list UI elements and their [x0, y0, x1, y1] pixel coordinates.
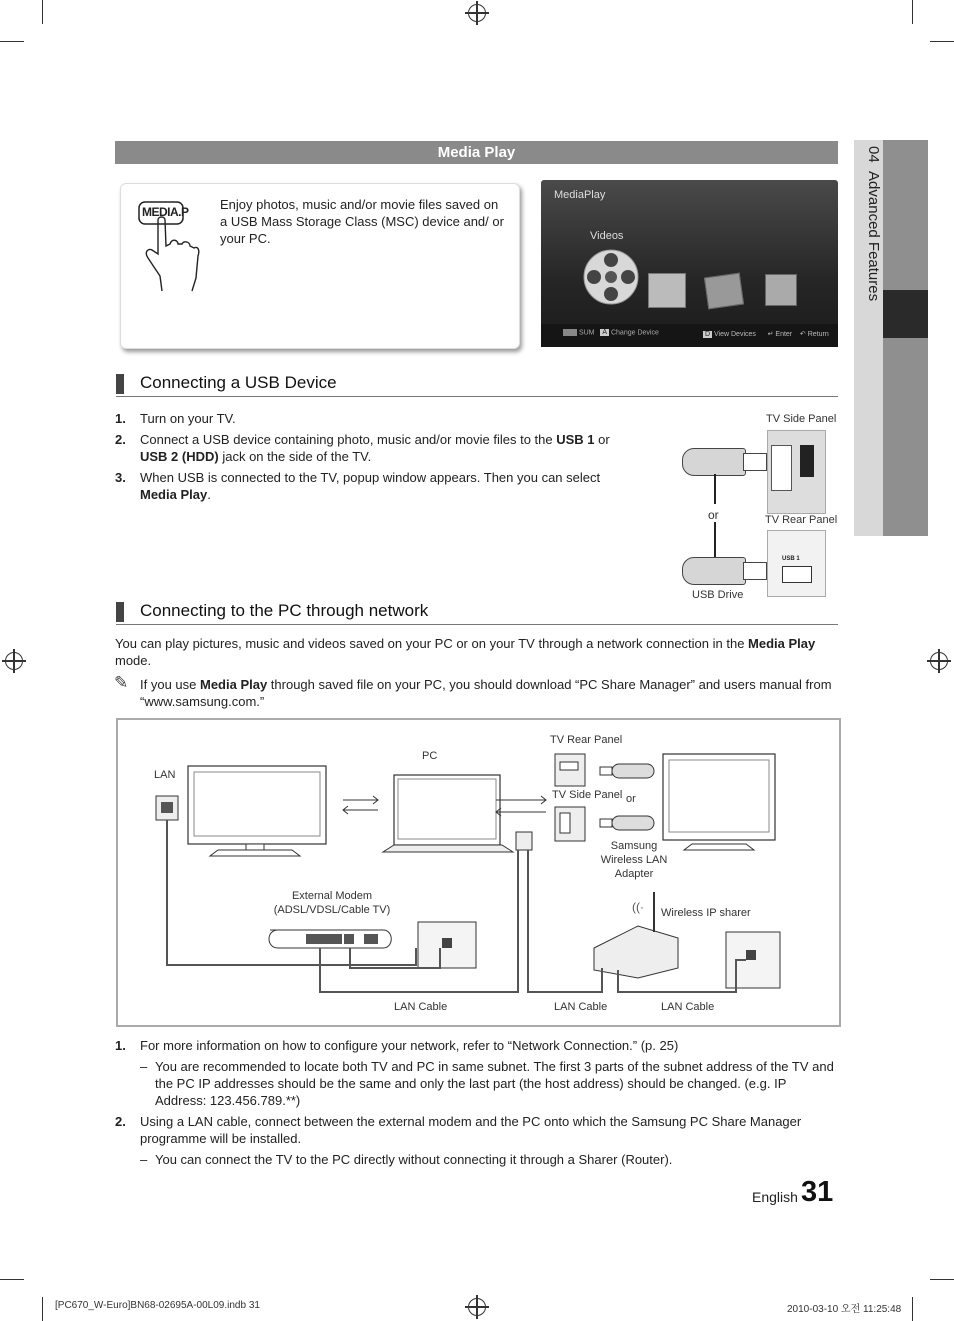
registration-mark-icon — [5, 652, 23, 670]
footer-language: English — [752, 1189, 798, 1205]
return-icon: ↶ — [799, 331, 806, 338]
network-intro: You can play pictures, music and videos saved on your PC or on your TV through a network connection in the Media Play mode. — [115, 636, 816, 668]
film-reel-icon[interactable] — [581, 247, 641, 312]
diagram-lines — [118, 720, 839, 1025]
tv-side-panel-icon — [767, 430, 826, 514]
usb-drive-icon — [682, 448, 746, 476]
usb-steps — [115, 410, 615, 503]
screen-title: MediaPlay — [554, 189, 606, 201]
settings-icon[interactable] — [765, 274, 797, 306]
chapter-number: 04 — [865, 146, 882, 163]
registration-mark-icon — [468, 1298, 486, 1316]
enter-icon: ↵ — [767, 331, 774, 338]
section-header: Media Play — [115, 141, 838, 164]
crop-mark — [930, 1279, 954, 1280]
note-pencil-icon: ✎ — [114, 673, 129, 692]
label-usb-drive: USB Drive — [692, 589, 744, 601]
section-rule — [116, 624, 838, 625]
registration-mark-icon — [930, 652, 948, 670]
label-tv-side-panel: TV Side Panel — [552, 789, 623, 801]
label-wireless-adapter: Samsung Wireless LAN Adapter — [600, 840, 668, 880]
crop-mark — [42, 0, 43, 24]
page-number: 31 — [801, 1176, 834, 1208]
connector-line — [714, 522, 716, 558]
chapter-title: Advanced Features — [865, 171, 882, 302]
registration-mark-icon — [468, 4, 486, 22]
network-diagram — [116, 718, 841, 1027]
label-or: or — [626, 793, 636, 805]
label-lan-cable: LAN Cable — [554, 1001, 608, 1013]
usb-plug-icon — [743, 562, 767, 580]
label-tv-side-panel: TV Side Panel — [766, 413, 837, 425]
label-tv-rear-panel: TV Rear Panel — [765, 514, 838, 526]
list-item: 2. Using a LAN cable, connect between the external modem and the PC onto which the Samsung PC Share Manager programme will be installed. — [115, 1114, 802, 1146]
label-lan-cable: LAN Cable — [394, 1001, 448, 1013]
section-title-usb: Connecting a USB Device — [140, 373, 337, 392]
section-marker — [116, 602, 124, 622]
print-slug-right: 2010-03-10 오전 11:25:48 — [787, 1304, 902, 1315]
list-item: 3. When USB is connected to the TV, popup window appears. Then you can select Media Play. — [115, 470, 601, 502]
network-note: If you use Media Play through saved file on your PC, you should download “PC Share Manager” and users manual from “www.samsung.com.” — [140, 677, 832, 709]
label-lan-cable: LAN Cable — [661, 1001, 715, 1013]
bottom-left-hints: SUM A Change Device — [563, 329, 659, 336]
usb-port-icon — [800, 445, 814, 477]
remote-button-label: MEDIA.P — [142, 205, 189, 219]
list-item: 1. For more information on how to configure your network, refer to “Network Connection.” (p. 25) — [115, 1038, 679, 1053]
label-external-modem: External Modem (ADSL/VDSL/Cable TV) — [273, 890, 391, 916]
bottom-right-hints: D View Devices ↵ Enter ↶ Return — [705, 331, 829, 338]
usb-plug-icon — [743, 453, 767, 471]
list-item: – You are recommended to locate both TV and PC in same subnet. The first 3 parts of the subnet address of the TV and the PC IP addresses should be the same and only the last part (the host address) should be changed. (e.g. IP Address: 123.456.789.**) — [140, 1059, 834, 1108]
music-icon[interactable] — [704, 273, 744, 310]
usb-drive-icon — [682, 557, 746, 585]
label-tv-rear-panel: TV Rear Panel — [550, 734, 623, 746]
label-wireless-ip-sharer: Wireless IP sharer — [661, 907, 751, 919]
usb-port-icon — [771, 445, 792, 491]
photo-icon[interactable] — [648, 273, 686, 308]
usb-port-icon — [782, 566, 812, 583]
network-steps — [115, 1037, 840, 1168]
section-marker — [116, 374, 124, 394]
section-title-network: Connecting to the PC through network — [140, 601, 429, 620]
section-rule — [116, 396, 838, 397]
crop-mark — [0, 1279, 24, 1280]
wireless-signal-icon: ((· — [632, 900, 644, 914]
media-play-screen — [541, 180, 838, 347]
crop-mark — [0, 41, 24, 42]
tv-rear-panel-icon: USB 1 — [767, 530, 826, 597]
list-item: – You can connect the TV to the PC directly without connecting it through a Sharer (Router). — [140, 1152, 673, 1167]
list-item: 1. Turn on your TV. — [115, 411, 236, 426]
crop-mark — [42, 1297, 43, 1321]
label-lan: LAN — [154, 769, 176, 781]
crop-mark — [912, 1297, 913, 1321]
label-or: or — [708, 508, 719, 522]
print-slug-left: [PC670_W-Euro]BN68-02695A-00L09.indb 31 — [55, 1300, 260, 1311]
crop-mark — [912, 0, 913, 24]
intro-text: Enjoy photos, music and/or movie files saved on a USB Mass Storage Class (MSC) device and/ or your PC. — [220, 197, 504, 246]
screen-selected-label: Videos — [590, 230, 624, 242]
chapter-tab-label — [858, 146, 882, 326]
chevron-right-icon[interactable]: › — [634, 270, 638, 284]
crop-mark — [930, 41, 954, 42]
label-pc: PC — [422, 750, 438, 762]
list-item: 2. Connect a USB device containing photo, music and/or movie files to the USB 1 or USB 2 (HDD) jack on the side of the TV. — [115, 432, 610, 464]
connector-line — [714, 474, 716, 504]
